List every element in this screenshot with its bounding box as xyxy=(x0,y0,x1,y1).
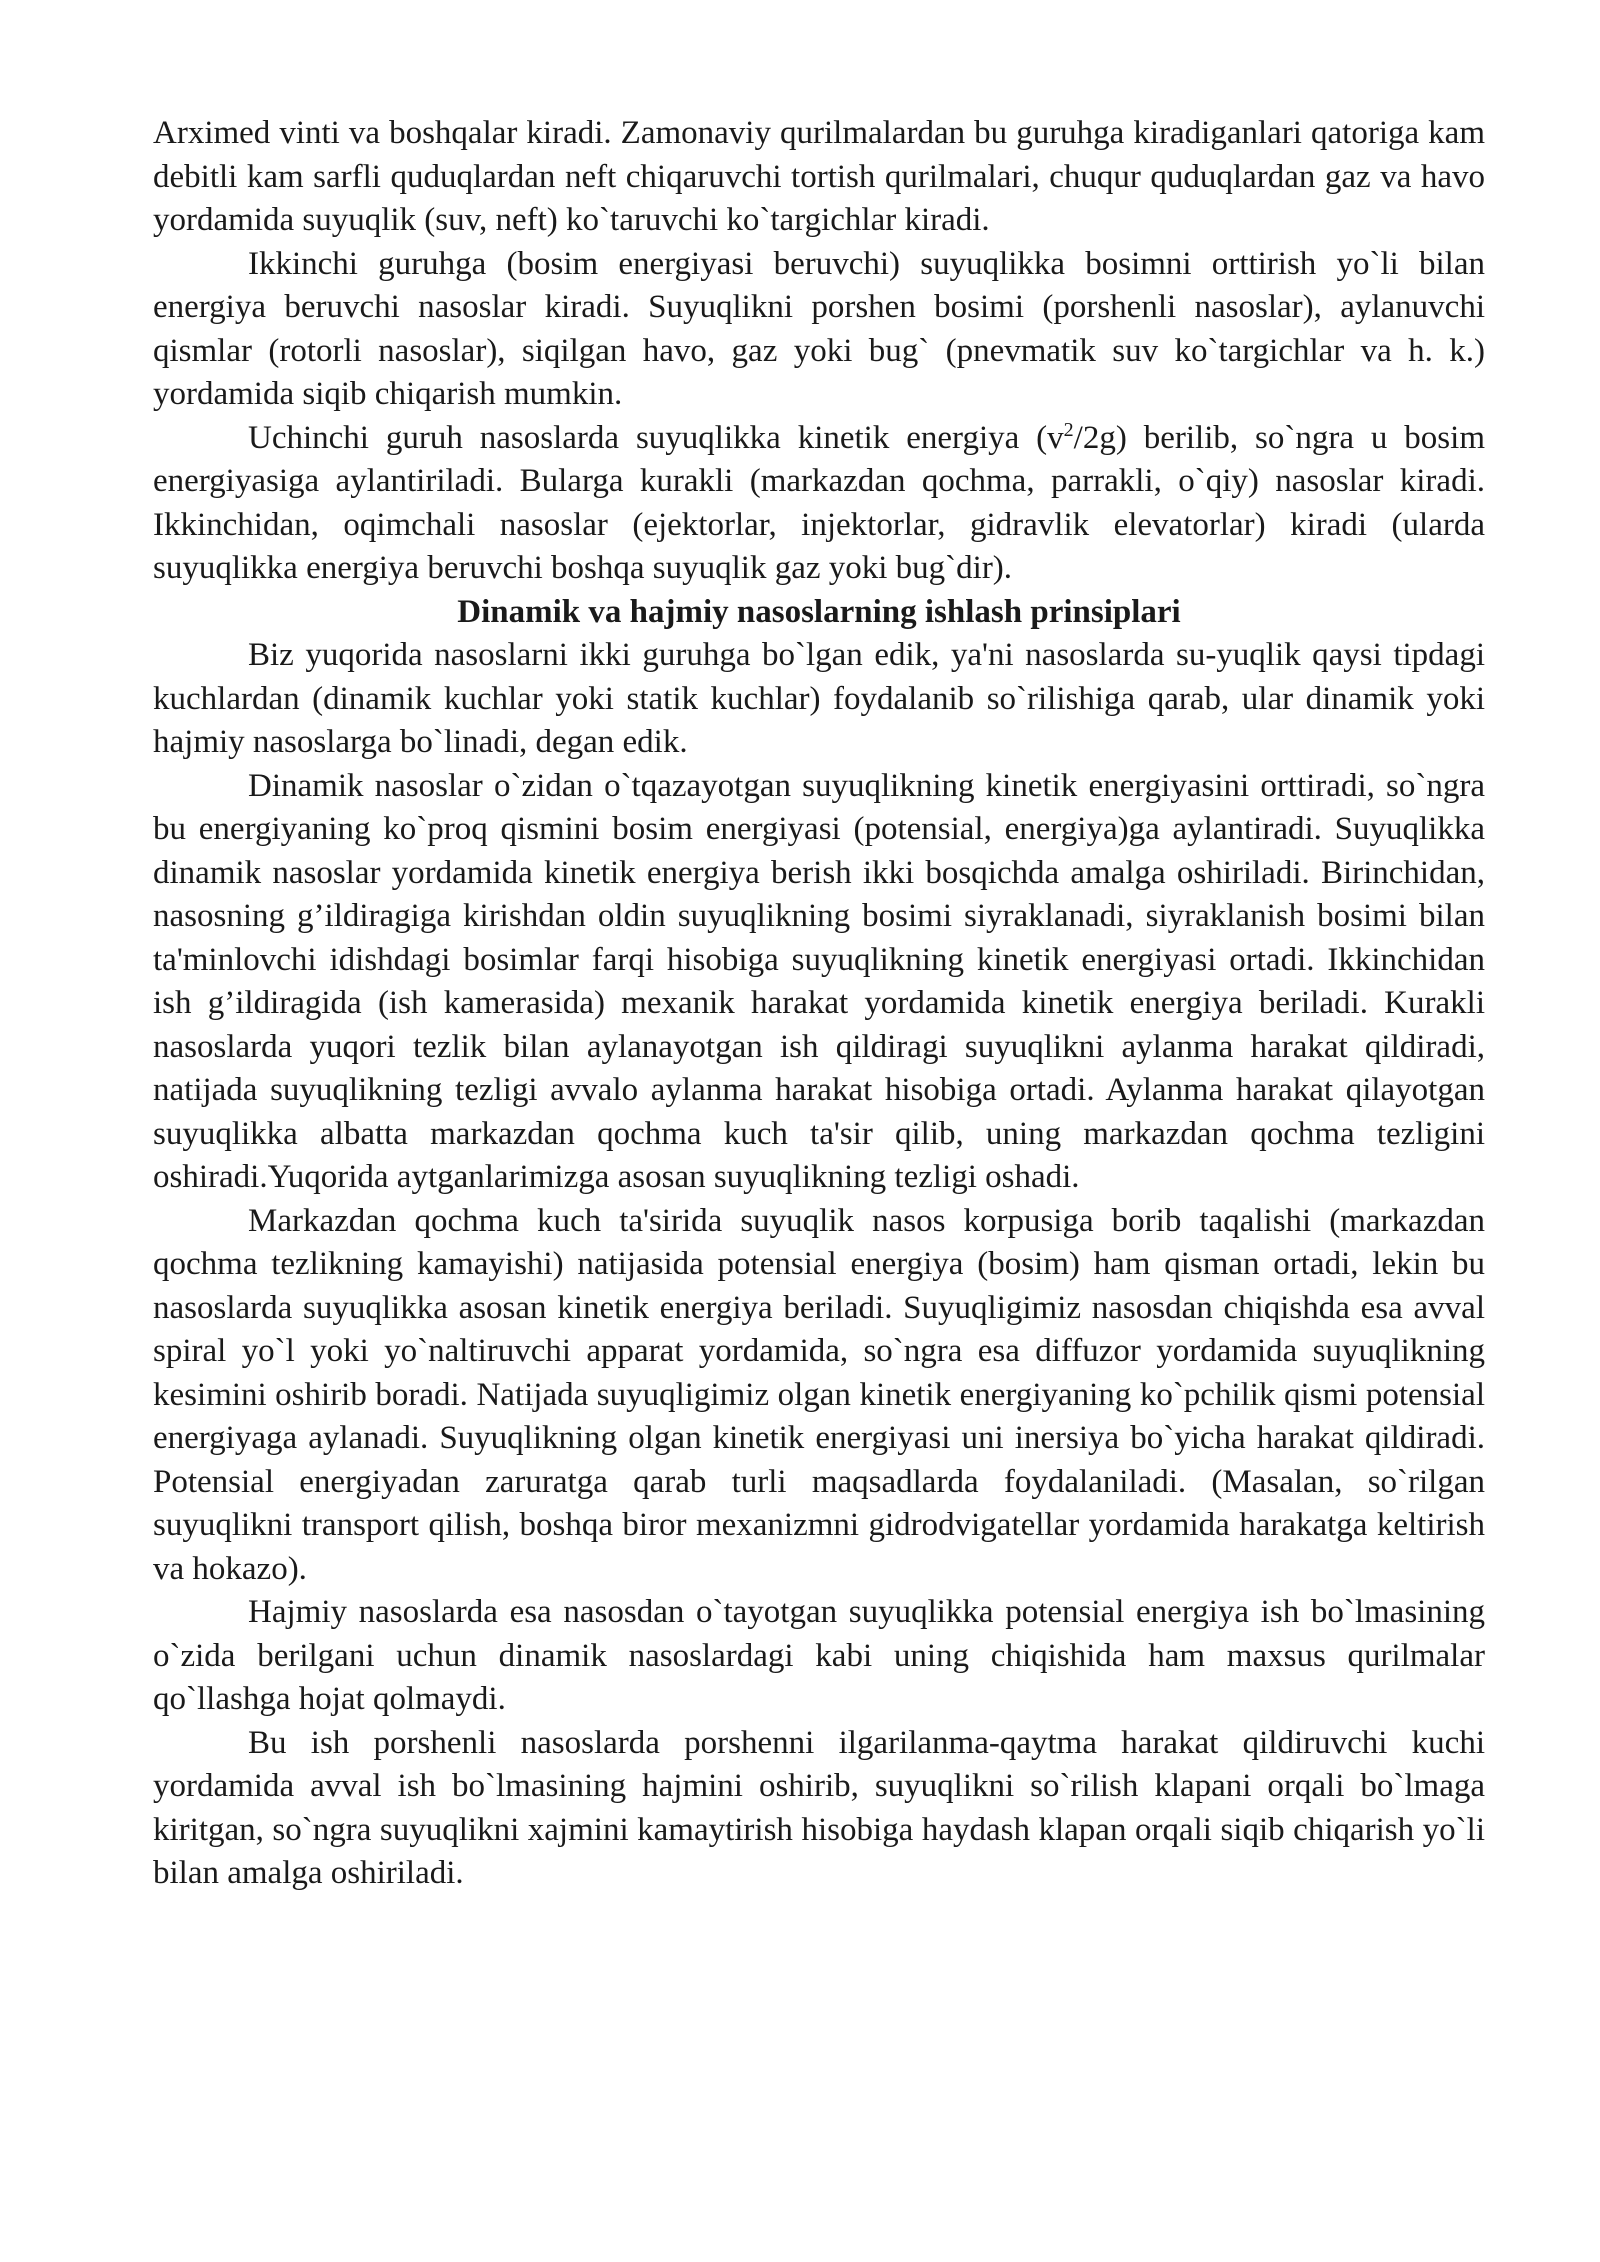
document-page xyxy=(153,112,1485,1896)
section-heading: Dinamik va hajmiy nasoslarning ishlash prinsiplari xyxy=(457,593,1181,630)
paragraph-6: Markazdan qochma kuch ta'sirida suyuqlik nasos korpusiga borib taqalishi (markazdan qochma tezlikning kamayishi) natijasida potensial energiya (bosim) ham qisman ortadi, lekin bu nasoslarda suyuqlikka asosan kinetik energiya beriladi. Suyuqligimiz nasosdan chiqishda esa avval spiral yo`l yoki yo`naltiruvchi apparat yordamida, so`ngra esa diffuzor yordamida suyuqlikning kesimini oshirib boradi. Natijada suyuqligimiz olgan kinetik energiyaning ko`pchilik qismi potensial energiyaga aylanadi. Suyuqlikning olgan kinetik energiyasi uni inersiya bo`yicha harakat qildiradi. Potensial energiyadan zaruratga qarab turli maqsadlarda foydalaniladi. (Masalan, so`rilgan suyuqlikni transport qilish, boshqa biror mexanizmni gidrodvigatellar yordamida harakatga keltirish va hokazo). xyxy=(153,1202,1485,1587)
paragraph-1: Arximed vinti va boshqalar kiradi. Zamonaviy qurilmalardan bu guruhga kiradiganlari qatoriga kam debitli kam sarfli quduqlardan neft chiqaruvchi tortish qurilmalari, chuqur quduqlardan gaz va havo yordamida suyuqlik (suv, neft) ko`taruvchi ko`targichlar kiradi. xyxy=(153,115,1485,238)
paragraph-5: Dinamik nasoslar o`zidan o`tqazayotgan suyuqlikning kinetik energiyasini orttiradi, so`ngra bu energiyaning ko`proq qismini bosim energiyasi (potensial, energiya)ga aylantiradi. Suyuqlikka dinamik nasoslar yordamida kinetik energiya berish ikki bosqichda amalga oshiriladi. Birinchidan, nasosning g’ildiragiga kirishdan oldin suyuqlikning bosimi siyraklanadi, siyraklanish bosimi bilan ta'minlovchi idishdagi bosimlar farqi hisobiga suyuqlikning kinetik energiyasi ortadi. Ikkinchidan ish g’ildiragida (ish kamerasida) mexanik harakat yordamida kinetik energiya beriladi. Kurakli nasoslarda yuqori tezlik bilan aylanayotgan ish qildiragi suyuqlikni aylanma harakat qildiradi, natijada suyuqlikning tezligi avvalo aylanma harakat hisobiga ortadi. Aylanma harakat qilayotgan suyuqlikka albatta markazdan qochma kuch ta'sir qilib, uning markazdan qochma tezligini oshiradi.Yuqorida aytganlarimizga asosan suyuqlikning tezligi oshadi. xyxy=(153,767,1485,1195)
paragraph-7: Hajmiy nasoslarda esa nasosdan o`tayotgan suyuqlikka potensial energiya ish bo`lmasining o`zida berilgani uchun dinamik nasoslardagi kabi uning chiqishida ham maxsus qurilmalar qo`llashga hojat qolmaydi. xyxy=(153,1594,1485,1717)
paragraph-2: Ikkinchi guruhga (bosim energiyasi beruvchi) suyuqlikka bosimni orttirish yo`li bilan energiya beruvchi nasoslar kiradi. Suyuqlikni porshen bosimi (porshenli nasoslar), aylanuvchi qismlar (rotorli nasoslar), siqilgan havo, gaz yoki bug` (pnevmatik suv ko`targichlar va h. k.) yordamida siqib chiqarish mumkin. xyxy=(153,245,1485,412)
paragraph-3-text-after: /2g) berilib, so`ngra u bosim energiyasiga aylantiriladi. Bularga kurakli (markazdan qochma, parrakli, o`qiy) nasoslar kiradi. Ikkinchidan, oqimchali nasoslar (ejektorlar, injektorlar, gidravlik elevatorlar) kiradi (ularda suyuqlikka energiya beruvchi boshqa suyuqlik gaz yoki bug`dir). xyxy=(153,419,1485,586)
paragraph-3 xyxy=(153,417,1485,591)
superscript-2: 2 xyxy=(1063,418,1074,441)
paragraph-4: Biz yuqorida nasoslarni ikki guruhga bo`lgan edik, ya'ni nasoslarda su-yuqlik qaysi tipdagi kuchlardan (dinamik kuchlar yoki statik kuchlar) foydalanib so`rilishiga qarab, ular dinamik yoki hajmiy nasoslarga bo`linadi, degan edik. xyxy=(153,637,1485,760)
paragraph-8: Bu ish porshenli nasoslarda porshenni ilgarilanma-qaytma harakat qildiruvchi kuchi yordamida avval ish bo`lmasining hajmini oshirib, suyuqlikni so`rilish klapani orqali bo`lmaga kiritgan, so`ngra suyuqlikni xajmini kamaytirish hisobiga haydash klapan orqali siqib chiqarish yo`li bilan amalga oshiriladi. xyxy=(153,1724,1485,1891)
paragraph-3-text-before: Uchinchi guruh nasoslarda suyuqlikka kinetik energiya (v xyxy=(248,419,1064,456)
